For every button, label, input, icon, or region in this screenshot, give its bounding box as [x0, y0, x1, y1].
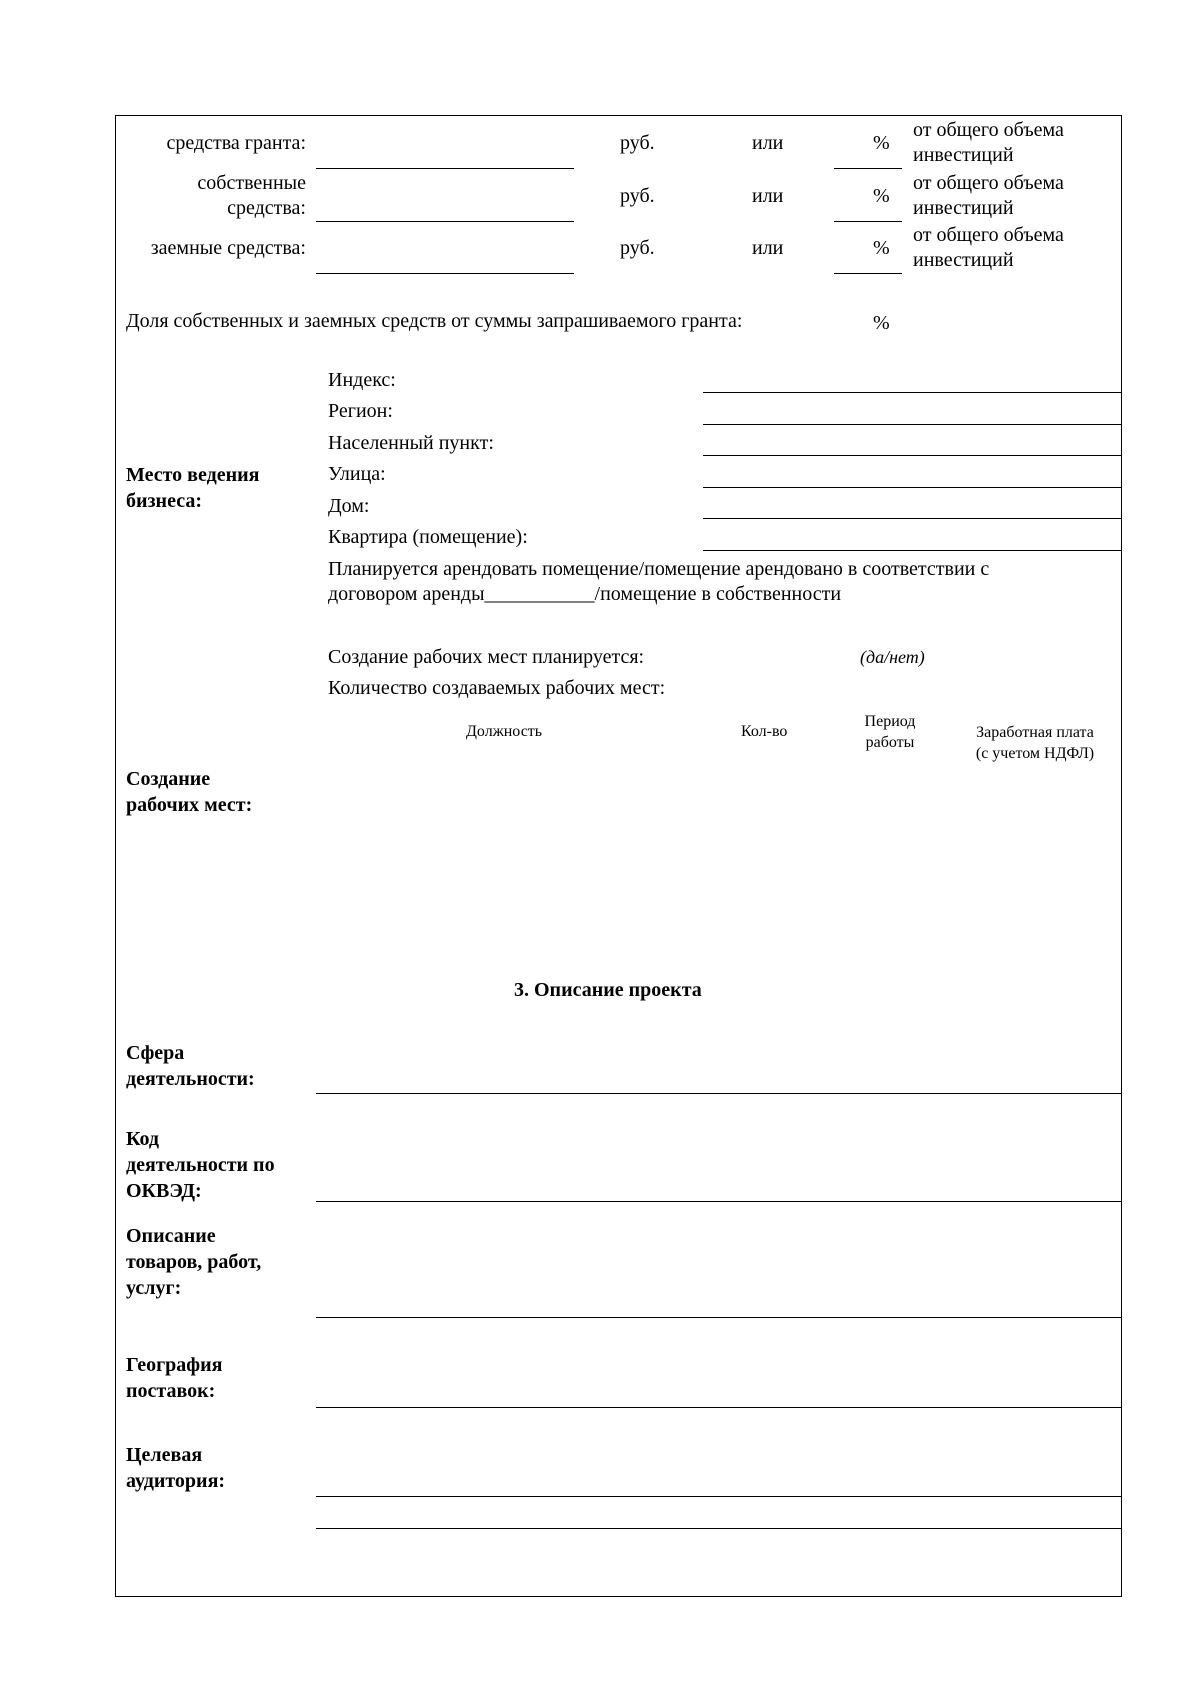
location-field-house: Дом:: [328, 495, 370, 517]
location-rent-text-2: договором аренды___________/помещение в собственности: [328, 583, 842, 605]
funding-row-own-note-2: инвестиций: [913, 197, 1014, 219]
location-field-region: Регион:: [328, 400, 393, 422]
funding-row-own-or: или: [752, 185, 784, 207]
jobs-planned-label: Создание рабочих мест планируется:: [328, 646, 645, 668]
funding-row-loan-note-2: инвестиций: [913, 249, 1014, 271]
location-field-apartment-line[interactable]: [703, 550, 1121, 551]
funding-row-own-percent-line[interactable]: [834, 221, 902, 222]
funding-row-grant-note-1: от общего объема: [913, 119, 1064, 141]
funding-row-grant-note-2: инвестиций: [913, 144, 1014, 166]
section-3-sphere-label-2: деятельности:: [126, 1068, 255, 1090]
location-title-2: бизнеса:: [126, 490, 202, 512]
section-3-okved-label-1: Код: [126, 1128, 160, 1150]
section-3-audience-line-2[interactable]: [316, 1528, 1121, 1529]
jobs-planned-hint: (да/нет): [860, 647, 925, 667]
location-rent-text-1: Планируется арендовать помещение/помещение арендовано в соответствии с: [328, 558, 990, 580]
frame-top-border: [115, 115, 1122, 116]
frame-right-border: [1121, 115, 1122, 1597]
frame-left-border: [115, 115, 116, 1597]
location-field-apartment: Квартира (помещение):: [328, 526, 528, 548]
section-3-geography-label-2: поставок:: [126, 1380, 216, 1402]
section-3-okved-label-3: ОКВЭД:: [126, 1180, 202, 1202]
funding-row-own-note-1: от общего объема: [913, 172, 1064, 194]
section-3-okved-label-2: деятельности по: [126, 1154, 275, 1176]
funding-share-percent: %: [873, 312, 890, 334]
section-3-sphere-line[interactable]: [316, 1093, 1121, 1094]
funding-row-grant-currency: руб.: [620, 132, 655, 154]
jobs-col-period-2: работы: [865, 734, 915, 751]
funding-row-grant-percent-line[interactable]: [834, 168, 902, 169]
funding-row-grant-label: средства гранта:: [166, 132, 306, 154]
location-title-1: Место ведения: [126, 464, 260, 486]
funding-row-own-percent: %: [873, 185, 890, 207]
section-3-audience-label-2: аудитория:: [126, 1470, 226, 1492]
funding-row-grant-or: или: [752, 132, 784, 154]
location-field-settlement: Населенный пункт:: [328, 432, 494, 454]
funding-row-loan-amount-line[interactable]: [316, 273, 574, 274]
funding-row-loan-currency: руб.: [620, 237, 655, 259]
section-3-goods-label-2: товаров, работ,: [126, 1251, 262, 1273]
location-field-street: Улица:: [328, 463, 386, 485]
jobs-title-1: Создание: [126, 768, 211, 790]
location-field-house-line[interactable]: [703, 518, 1121, 519]
section-3-goods-label-3: услуг:: [126, 1277, 182, 1299]
location-field-street-line[interactable]: [703, 487, 1121, 488]
section-3-goods-line[interactable]: [316, 1317, 1121, 1318]
section-3-heading: 3. Описание проекта: [514, 979, 702, 1001]
funding-row-own-label-2: средства:: [227, 197, 306, 219]
jobs-col-salary-2: (с учетом НДФЛ): [975, 745, 1095, 762]
funding-row-loan-label: заемные средства:: [150, 237, 306, 259]
funding-row-loan-percent-line[interactable]: [834, 273, 902, 274]
location-field-region-line[interactable]: [703, 424, 1121, 425]
section-3-goods-label-1: Описание: [126, 1225, 216, 1247]
section-3-geography-label-1: География: [126, 1354, 223, 1376]
funding-label-divider: [115, 115, 116, 170]
jobs-col-qty: Кол-во: [741, 723, 788, 740]
section-3-geography-line[interactable]: [316, 1407, 1121, 1408]
funding-row-own-currency: руб.: [620, 185, 655, 207]
funding-share-text: Доля собственных и заемных средств от суммы запрашиваемого гранта:: [126, 310, 743, 332]
section-3-okved-line[interactable]: [316, 1201, 1121, 1202]
funding-row-loan-or: или: [752, 237, 784, 259]
funding-row-grant-percent: %: [873, 132, 890, 154]
section-3-audience-line-1[interactable]: [316, 1496, 1121, 1497]
jobs-title-2: рабочих мест:: [126, 794, 253, 816]
jobs-col-position: Должность: [466, 723, 543, 740]
funding-row-own-amount-line[interactable]: [316, 221, 574, 222]
frame-bottom-border: [115, 1596, 1122, 1597]
funding-row-loan-note-1: от общего объема: [913, 224, 1064, 246]
section-3-audience-label-1: Целевая: [126, 1444, 203, 1466]
funding-row-own-label-1: собственные: [197, 172, 306, 194]
jobs-col-period-1: Период: [864, 713, 916, 730]
location-field-index-line[interactable]: [703, 392, 1121, 393]
funding-row-loan-percent: %: [873, 237, 890, 259]
jobs-count-label: Количество создаваемых рабочих мест:: [328, 677, 666, 699]
location-field-settlement-line[interactable]: [703, 455, 1121, 456]
funding-row-grant-amount-line[interactable]: [316, 168, 574, 169]
section-3-sphere-label-1: Сфера: [126, 1042, 185, 1064]
jobs-col-salary-1: Заработная плата: [976, 724, 1094, 741]
location-field-index: Индекс:: [328, 369, 396, 391]
